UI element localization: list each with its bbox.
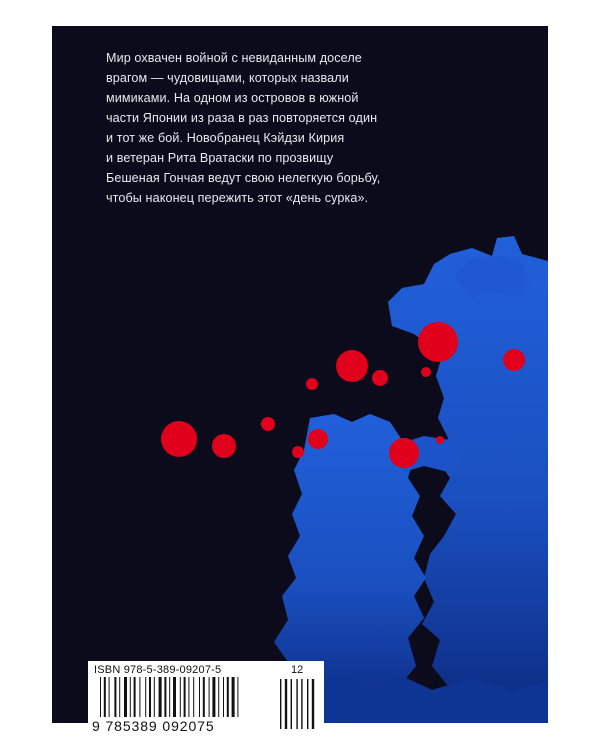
barcode-bar <box>124 677 127 717</box>
barcode-bar <box>159 677 162 717</box>
splatter-dot <box>503 349 525 371</box>
barcode-bar <box>104 677 106 717</box>
book-back-cover <box>52 26 548 734</box>
barcode-bar <box>193 677 194 717</box>
barcode-bar <box>154 677 155 717</box>
blurb-line: мимиками. На одном из островов в южной <box>106 91 359 105</box>
barcode-addon-bar <box>307 679 308 729</box>
barcode-addon-bar <box>296 679 297 729</box>
barcode-bar <box>199 677 200 717</box>
barcode-bar <box>134 677 136 717</box>
blurb-line: Бешеная Гончая ведут свою нелегкую борьбу, <box>106 171 381 185</box>
barcode-bar <box>180 677 181 717</box>
barcode-addon-number: 12 <box>291 664 304 676</box>
soldier-silhouette-right <box>388 236 548 723</box>
blurb-line: части Японии из раза в раз повторяется один <box>106 111 378 125</box>
splatter-dot <box>161 421 197 457</box>
barcode-bar <box>184 677 186 717</box>
splatter-dot <box>372 370 388 386</box>
barcode-bar <box>114 677 116 717</box>
splatter-dot <box>418 322 458 362</box>
barcode-bar <box>232 677 235 717</box>
splatter-dot <box>212 434 236 458</box>
splatter-dot <box>436 436 444 444</box>
barcode-bar <box>203 677 205 717</box>
splatter-dot <box>389 438 419 468</box>
blurb-line: врагом — чудовищами, которых назвали <box>106 71 349 85</box>
barcode-bar <box>188 677 189 717</box>
barcode-bar <box>164 677 166 717</box>
soldier-silhouette-art <box>52 26 548 723</box>
isbn-barcode <box>88 661 324 736</box>
isbn-label: ISBN 978-5-389-09207-5 <box>94 664 222 676</box>
barcode-addon-bar <box>285 679 287 729</box>
barcode-addon-bar <box>301 679 302 729</box>
barcode-bar <box>237 677 238 717</box>
barcode-bar <box>223 677 224 717</box>
splatter-dot <box>292 446 304 458</box>
blurb-line: и тот же бой. Новобранец Кэйдзи Кирия <box>106 131 345 145</box>
barcode-addon-bar <box>291 679 292 729</box>
barcode-bar <box>209 677 210 717</box>
barcode-bar <box>130 677 131 717</box>
barcode-bar <box>227 677 229 717</box>
blurb-line: чтобы наконец пережить этот «день сурка». <box>106 191 369 205</box>
barcode-bar <box>100 677 101 717</box>
barcode-bar <box>169 677 170 717</box>
barcode-digits: 9 785389 092075 <box>92 718 215 734</box>
barcode-bar <box>145 677 146 717</box>
barcode-bar <box>218 677 219 717</box>
splatter-dot <box>308 429 328 449</box>
splatter-dot <box>306 378 318 390</box>
barcode-bar <box>119 677 120 717</box>
splatter-dot <box>261 417 275 431</box>
splatter-dot <box>421 367 431 377</box>
blurb-line: Мир охвачен войной с невиданным доселе <box>106 51 362 65</box>
barcode-addon-bar <box>280 679 281 729</box>
barcode-bar <box>212 677 215 717</box>
splatter-dot <box>336 350 368 382</box>
barcode-bar <box>109 677 110 717</box>
barcode-bar <box>149 677 151 717</box>
barcode-bar <box>139 677 140 717</box>
barcode-bar <box>173 677 176 717</box>
barcode-addon-bar <box>312 679 314 729</box>
blurb-line: и ветеран Рита Вратаски по прозвищу <box>106 151 334 165</box>
